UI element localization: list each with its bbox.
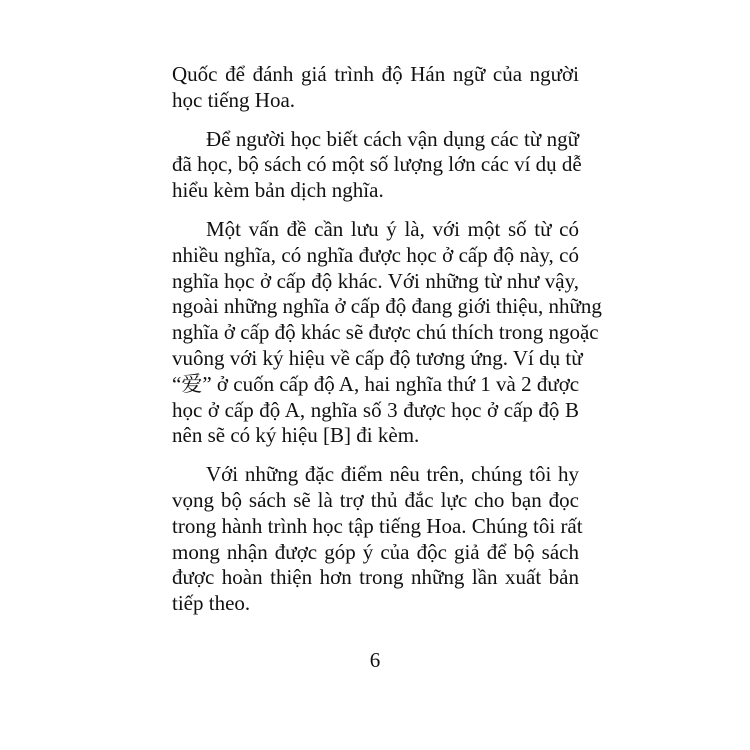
page-body-text xyxy=(172,62,602,630)
text-line: vọng bộ sách sẽ là trợ thủ đắc lực cho bạn đọc xyxy=(172,487,579,512)
text-line: Một vấn đề cần lưu ý là, với một số từ có xyxy=(206,216,579,241)
paragraph xyxy=(172,126,582,204)
text-line: mong nhận được góp ý của độc giả để bộ sách xyxy=(172,539,579,564)
text-line: Quốc để đánh giá trình độ Hán ngữ của người xyxy=(172,62,579,86)
text-line: học ở cấp độ A, nghĩa số 3 được học ở cấp độ B xyxy=(172,397,579,422)
text-line: trong hành trình học tập tiếng Hoa. Chúng tôi rất xyxy=(172,513,583,538)
text-line: nên sẽ có ký hiệu [B] đi kèm. xyxy=(172,423,420,448)
paragraph xyxy=(172,216,602,449)
text-line: được hoàn thiện hơn trong những lần xuất bản xyxy=(172,565,579,590)
text-line: nghĩa học ở cấp độ khác. Với những từ như vậy, xyxy=(172,268,579,293)
text-line: nhiều nghĩa, có nghĩa được học ở cấp độ này, có xyxy=(172,242,579,267)
text-line: hiểu kèm bản dịch nghĩa. xyxy=(172,178,384,203)
text-line: đã học, bộ sách có một số lượng lớn các ví dụ dễ xyxy=(172,152,582,177)
text-line: tiếp theo. xyxy=(172,591,251,616)
text-line: nghĩa ở cấp độ khác sẽ được chú thích trong ngoặc xyxy=(172,320,599,345)
text-line: vuông với ký hiệu về cấp độ tương ứng. Ví dụ từ xyxy=(172,345,583,370)
text-line: “爱” ở cuốn cấp độ A, hai nghĩa thứ 1 và 2 được xyxy=(172,371,580,396)
page-number: 6 xyxy=(369,648,381,672)
text-line: ngoài những nghĩa ở cấp độ đang giới thiệu, những xyxy=(172,294,602,319)
text-line: Với những đặc điểm nêu trên, chúng tôi hy xyxy=(206,462,579,487)
text-line: Để người học biết cách vận dụng các từ ngữ xyxy=(206,126,579,151)
text-line: học tiếng Hoa. xyxy=(172,87,296,112)
paragraph xyxy=(172,462,583,617)
paragraph xyxy=(172,62,579,114)
